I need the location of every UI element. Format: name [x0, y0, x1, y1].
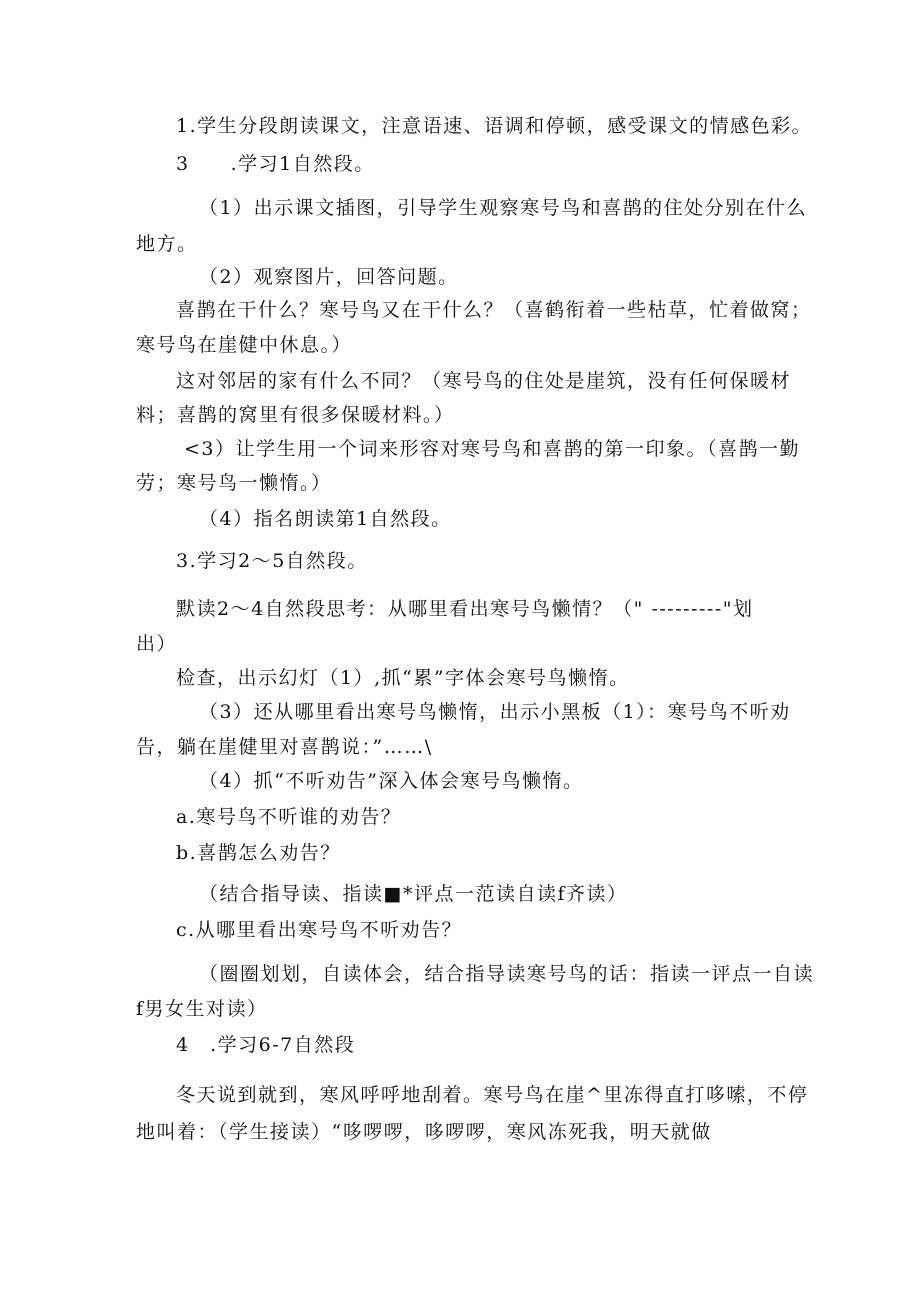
text-line: 3 .学习1自然段。 — [176, 153, 375, 175]
text-line: 喜鹊在干什么？寒号鸟又在干什么？（喜鹤衔着一些枯草，忙着做窝； — [176, 299, 812, 321]
text-line: （圈圈划划，自读体会，结合指导读寒号鸟的话：指读一评点一自读 — [199, 963, 815, 985]
text-line: <3）让学生用一个词来形容对寒号鸟和喜鹊的第一印象。（喜鹊一勤 — [184, 438, 801, 460]
text-line: 4 .学习6-7自然段 — [176, 1034, 356, 1056]
text-line: 告，躺在崖健里对喜鹊说：”……\ — [136, 736, 433, 758]
text-line: b.喜鹊怎么劝告？ — [176, 842, 341, 864]
text-line: 这对邻居的家有什么不同？（寒号鸟的住处是崖筑，没有任何保暖材 — [176, 370, 792, 392]
text-line: （1）出示课文插图，引导学生观察寒号鸟和喜鹊的住处分别在什么 — [199, 197, 808, 219]
text-line: f男女生对读） — [136, 998, 268, 1020]
text-line: 地叫着：（学生接读）“哆啰啰，哆啰啰，寒风冻死我，明天就做 — [136, 1121, 712, 1143]
text-line: （结合指导读、指读■*评点一范读自读f齐读） — [199, 883, 628, 905]
text-line: 劳；寒号鸟一懒惰。） — [136, 472, 332, 494]
text-line: 地方。 — [136, 233, 198, 255]
text-line: c.从哪里看出寒号鸟不听劝告？ — [176, 919, 463, 941]
text-line: （3）还从哪里看出寒号鸟懒惰，出示小黑板（1）：寒号鸟不听劝 — [199, 701, 791, 723]
text-line: 检查，出示幻灯（1）,抓“累”字体会寒号鸟懒惰。 — [176, 667, 630, 689]
text-line: （2）观察图片，回答问题。 — [199, 266, 459, 288]
text-line: a.寒号鸟不听谁的劝告？ — [176, 806, 402, 828]
text-line: 寒号鸟在崖健中休息。） — [136, 334, 353, 356]
text-line: 出） — [136, 633, 178, 655]
text-line: 默读2〜4自然段思考：从哪里看出寒号鸟懒情？（" ---------"划 — [176, 598, 754, 620]
text-line: （4）指名朗读第1自然段。 — [199, 508, 452, 530]
text-line: 3.学习2〜5自然段。 — [176, 550, 368, 572]
text-line: 料；喜鹊的窝里有很多保暖材料。） — [136, 404, 455, 426]
text-line: 冬天说到就到，寒风呼呼地刮着。寒号鸟在崖^里冻得直打哆嗦，不停 — [176, 1084, 809, 1106]
text-line: （4）抓“不听劝告”深入体会寒号鸟懒惰。 — [199, 770, 584, 792]
text-line: 1.学生分段朗读课文，注意语速、语调和停顿，感受课文的情感色彩。 — [176, 115, 813, 137]
